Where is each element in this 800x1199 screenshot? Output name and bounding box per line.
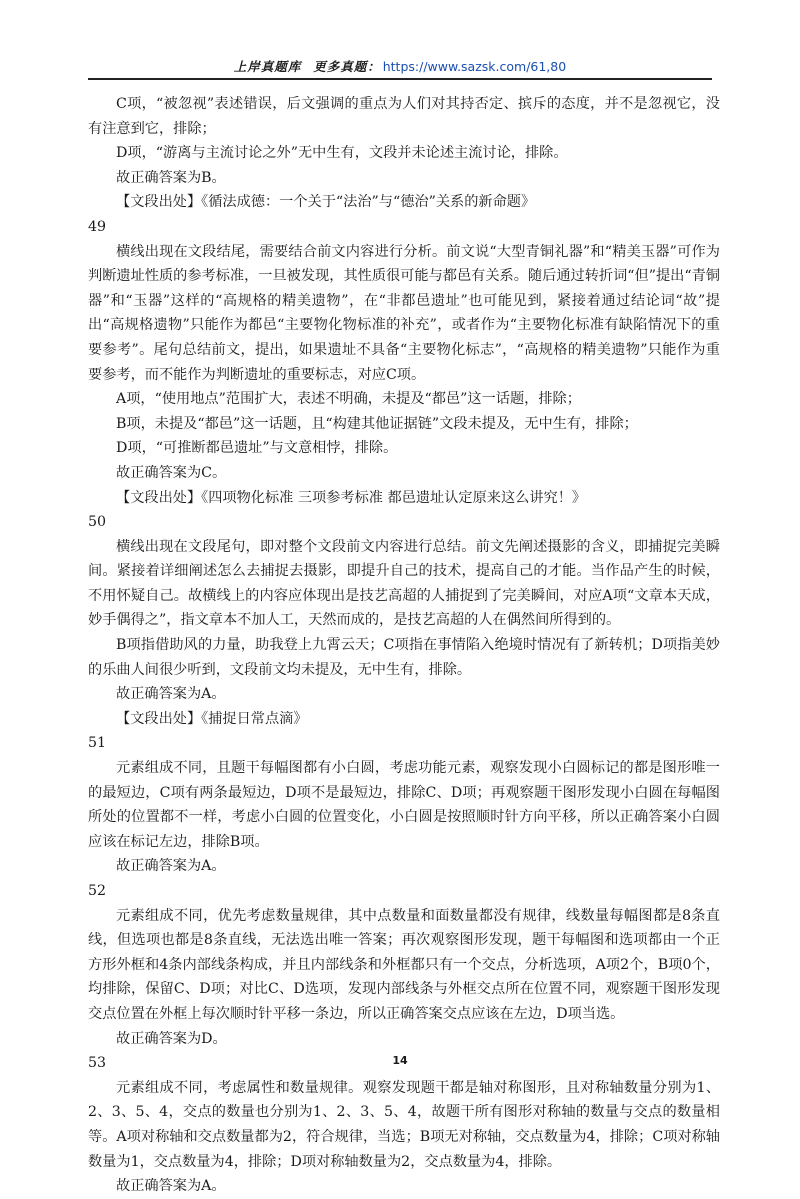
paragraph: 【文段出处】《捕捉日常点滴》	[116, 710, 308, 727]
page-header	[88, 56, 712, 80]
paragraph: B项，未提及“都邑”这一话题，且“构建其他证据链”文段未提及，无中生有，排除；	[116, 415, 638, 432]
paragraph: D项，“可推断都邑遗址”与文意相悖，排除。	[116, 440, 398, 457]
header-link[interactable]: https://www.sazsk.com/61,80	[382, 59, 567, 74]
paragraph: 横线出现在文段尾句，即对整个文段前文内容进行总结。前文先阐述摄影的含义，即捕捉完美瞬间。紧接着详细阐述怎么去捕捉去摄影，即提升自己的技术，提高自己的才能。当作品产生的时候，不用怀疑自己。故横线上的内容应体现出是技艺高超的人捕捉到了完美瞬间，对应A项“文章本天成，妙手偶得之”，指文章本不加人工，天然而成的，是技艺高超的人在偶然间所得到的。	[88, 538, 720, 629]
question-number: 50	[88, 514, 107, 531]
question-number: 53	[88, 1055, 107, 1072]
paragraph: B项指借助风的力量，助我登上九霄云天；C项指在事情陷入绝境时情况有了新转机；D项指美妙的乐曲人间很少听到，文段前文均未提及，无中生有，排除。	[88, 637, 720, 678]
paragraph: 【文段出处】《循法成德：一个关于“法治”与“德治”关系的新命题》	[116, 194, 536, 211]
paragraph: A项，“使用地点”范围扩大，表述不明确，未提及“都邑”这一话题，排除；	[116, 391, 581, 408]
document-body	[88, 92, 720, 1199]
paragraph: 故正确答案为A。	[116, 858, 226, 875]
question-number: 49	[88, 218, 107, 235]
paragraph: 横线出现在文段结尾，需要结合前文内容进行分析。前文说“大型青铜礼器”和“精美玉器”可作为判断遗址性质的参考标准，一旦被发现，其性质很可能与都邑有关系。随后通过转折词“但”提出“青铜器”和“玉器”这样的“高规格的精美遗物”，在“非都邑遗址”也可能见到，紧接着通过结论词“故”提出“高规格遗物”只能作为都邑“主要物化物标准的补充”，或者作为“主要物化标准有缺陷情况下的重要参考”。尾句总结前文，提出，如果遗址不具备“主要物化标志”，“高规格的精美遗物”只能作为重要参考，而不能作为判断遗址的重要标志，对应C项。	[88, 243, 720, 383]
paragraph: 故正确答案为D。	[116, 1030, 227, 1047]
question-number: 51	[88, 735, 107, 752]
paragraph: 故正确答案为B。	[116, 169, 226, 186]
paragraph: 元素组成不同，考虑属性和数量规律。观察发现题干都是轴对称图形，且对称轴数量分别为1、2、3、5、4，交点的数量也分别为1、2、3、5、4，故题干所有图形对称轴的数量与交点的数量相等。A项对称轴和交点数量都为2，符合规律，当选；B项无对称轴，交点数量为4，排除；C项对称轴数量为1，交点数量为4，排除；D项对称轴数量为2，交点数量为4，排除。	[88, 1079, 720, 1170]
paragraph: 故正确答案为A。	[116, 686, 226, 703]
header-more-label: 更多真题：	[313, 59, 381, 74]
paragraph: D项，“游离与主流讨论之外”无中生有，文段并未论述主流讨论，排除。	[116, 145, 568, 162]
page-number: 14	[392, 1054, 408, 1067]
paragraph: 【文段出处】《四项物化标准 三项参考标准 都邑遗址认定原来这么讲究！》	[116, 489, 587, 506]
paragraph: 元素组成不同，优先考虑数量规律，其中点数量和面数量都没有规律，线数量每幅图都是8条直线，但选项也都是8条直线，无法选出唯一答案；再次观察图形发现，题干每幅图和选项都由一个正方形外框和4条内部线条构成，并且内部线条和外框都只有一个交点，分析选项，A项2个，B项0个，均排除，保留C、D项；对比C、D选项，发现内部线条与外框交点所在位置不同，观察题干图形发现交点位置在外框上每次顺时针平移一条边，所以正确答案交点应该在左边，D项当选。	[88, 907, 720, 1022]
paragraph: C项，“被忽视”表述错误，后文强调的重点为人们对其持否定、摈斥的态度，并不是忽视它，没有注意到它，排除；	[88, 96, 720, 137]
paragraph: 元素组成不同，且题干每幅图都有小白圆，考虑功能元素，观察发现小白圆标记的都是图形唯一的最短边，C项有两条最短边，D项不是最短边，排除C、D项；再观察题干图形发现小白圆在每幅图所处的位置都不一样，考虑小白圆的位置变化，小白圆是按照顺时针方向平移，所以正确答案小白圆应该在标记左边，排除B项。	[88, 760, 720, 850]
question-number: 52	[88, 883, 107, 899]
paragraph: 故正确答案为A。	[116, 1178, 226, 1195]
paragraph: 故正确答案为C。	[116, 464, 227, 481]
header-site-label: 上岸真题库	[233, 59, 302, 74]
